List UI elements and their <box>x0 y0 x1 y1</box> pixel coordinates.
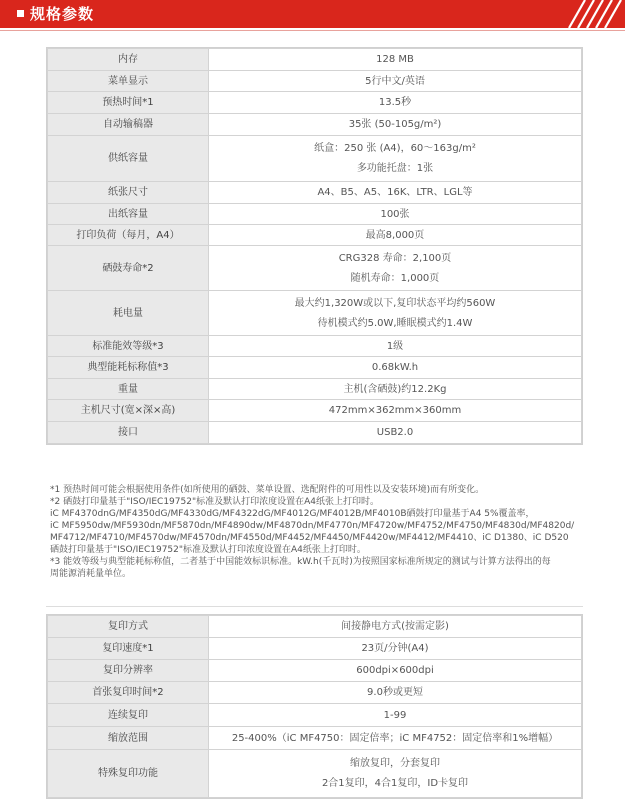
diagonal-stripes-decoration <box>555 0 625 28</box>
spec-value-line: 缩放复印，分套复印 <box>350 758 440 769</box>
spec-value-line: A4、B5、A5、16K、LTR、LGL等 <box>317 187 473 198</box>
spec-value <box>209 246 582 291</box>
spec-label: 耗电量 <box>48 291 209 336</box>
footnote-line: iC MF4370dnG/MF4350dG/MF4330dG/MF4322dG/MF4012G/MF4012B/MF4010B硒鼓打印量基于A4 5%覆盖率， <box>50 509 535 519</box>
spec-label: 内存 <box>48 49 209 71</box>
spec-value-line: USB2.0 <box>376 427 414 438</box>
spec-row <box>48 182 582 204</box>
spec-value <box>209 422 582 444</box>
spec-value <box>209 225 582 246</box>
spec-value <box>209 182 582 204</box>
spec-row <box>48 704 582 727</box>
header-divider <box>0 30 625 31</box>
spec-label: 纸张尺寸 <box>48 182 209 204</box>
spec-value-line: 随机寿命：1,000页 <box>350 272 440 284</box>
spec-value-line: 最高8,000页 <box>365 229 425 241</box>
footnote-line: 硒鼓打印量基于"ISO/IEC19752"标准及默认打印浓度设置在A4纸张上打印时。 <box>50 545 366 555</box>
spec-row <box>48 49 582 71</box>
spec-label: 复印方式 <box>48 616 209 638</box>
spec-label: 菜单显示 <box>48 71 209 92</box>
spec-value-line: 1级 <box>386 340 404 352</box>
spec-value <box>209 616 582 638</box>
spec-value-line: 最大约1,320W或以下,复印状态平均约560W <box>294 297 496 309</box>
spec-value-line: 9.0秒或更短 <box>367 687 423 698</box>
spec-value-line: 间接静电方式(按需定影) <box>341 621 449 632</box>
spec-row <box>48 92 582 114</box>
spec-value <box>209 92 582 114</box>
footnote-line: iC MF5950dw/MF5930dn/MF5870dn/MF4890dw/MF4870dn/MF4770n/MF4720w/MF4752/MF4750/MF4830d/MF4820d/ <box>50 521 575 531</box>
spec-value-line: 472mm×362mm×360mm <box>328 405 462 416</box>
spec-value-line: 2合1复印，4合1复印，ID卡复印 <box>321 778 469 789</box>
spec-value <box>209 704 582 727</box>
section-title: 规格参数 <box>30 5 95 23</box>
spec-value <box>209 400 582 422</box>
spec-value-line: 13.5秒 <box>378 97 412 108</box>
spec-value-line: 128 MB <box>376 54 414 65</box>
footnote-line: MF4712/MF4710/MF4570dw/MF4570dn/MF4550d/MF4452/MF4450/MF4420w/MF4412/MF4410、iC D1380、iC D520 <box>50 533 569 543</box>
spec-label: 重量 <box>48 379 209 400</box>
spec-value-line: 0.68kW.h <box>371 362 419 373</box>
spec-value-line: 25-400%（iC MF4750：固定倍率；iC MF4752：固定倍率和1%增幅） <box>231 732 559 744</box>
spec-value <box>209 750 582 798</box>
spec-row <box>48 682 582 704</box>
footnote-line: *3 能效等级与典型能耗标称值，二者基于中国能效标识标准。kW.h(千瓦时)为按照国家标准所规定的测试与计算方法得出的每 <box>50 557 551 567</box>
bullet-square-icon <box>17 10 24 17</box>
spec-label: 供纸容量 <box>48 136 209 182</box>
spec-value <box>209 682 582 704</box>
spec-value <box>209 727 582 750</box>
spec-row <box>48 114 582 136</box>
spec-row <box>48 336 582 357</box>
spec-value-line: 待机模式约5.0W,睡眠模式约1.4W <box>317 317 473 329</box>
spec-value <box>209 49 582 71</box>
footnote-line: *1 预热时间可能会根据使用条件(如所使用的硒鼓、菜单设置、选配附件的可用性以及安装环境)而有所变化。 <box>50 485 485 495</box>
spec-row <box>48 204 582 225</box>
spec-row <box>48 616 582 638</box>
spec-label: 预热时间*1 <box>48 92 209 114</box>
spec-row <box>48 357 582 379</box>
spec-row <box>48 379 582 400</box>
spec-value <box>209 660 582 682</box>
spec-row <box>48 638 582 660</box>
spec-table-1 <box>47 48 582 444</box>
spec-value-line: CRG328 寿命：2,100页 <box>338 252 452 264</box>
spec-label: 复印分辨率 <box>48 660 209 682</box>
spec-table-2 <box>47 615 582 798</box>
spec-label: 硒鼓寿命*2 <box>48 246 209 291</box>
spec-label: 连续复印 <box>48 704 209 727</box>
spec-value <box>209 136 582 182</box>
spec-row <box>48 400 582 422</box>
spec-value-line: 600dpi×600dpi <box>356 665 434 676</box>
spec-value <box>209 114 582 136</box>
spec-value <box>209 291 582 336</box>
spec-value-line: 纸盒：250 张 (A4)，60～163g/m² <box>314 143 476 154</box>
spec-label: 出纸容量 <box>48 204 209 225</box>
spec-row <box>48 727 582 750</box>
spec-label: 打印负荷（每月，A4） <box>48 225 209 246</box>
spec-row <box>48 225 582 246</box>
spec-label: 特殊复印功能 <box>48 750 209 798</box>
spec-row <box>48 136 582 182</box>
spec-row <box>48 422 582 444</box>
spec-label: 首张复印时间*2 <box>48 682 209 704</box>
spec-label: 缩放范围 <box>48 727 209 750</box>
spec-row <box>48 750 582 798</box>
spec-value-line: 35张 (50-105g/m²) <box>348 119 442 130</box>
spec-panel-2 <box>46 614 583 799</box>
spec-label: 主机尺寸(宽×深×高) <box>48 400 209 422</box>
spec-label: 接口 <box>48 422 209 444</box>
spec-panel-1 <box>46 47 583 445</box>
footnotes <box>50 484 580 580</box>
spec-value-line: 1-99 <box>383 709 407 721</box>
spec-label: 自动输稿器 <box>48 114 209 136</box>
spec-row <box>48 71 582 92</box>
spec-value <box>209 357 582 379</box>
footnote-line: *2 硒鼓打印量基于"ISO/IEC19752"标准及默认打印浓度设置在A4纸张上打印时。 <box>50 497 379 507</box>
spec-value-line: 主机(含硒鼓)约12.2Kg <box>343 383 447 395</box>
spec-value <box>209 71 582 92</box>
spec-label: 典型能耗标称值*3 <box>48 357 209 379</box>
spec-value-line: 23页/分钟(A4) <box>361 643 429 654</box>
spec-value <box>209 336 582 357</box>
spec-row <box>48 660 582 682</box>
section-divider <box>46 606 583 607</box>
spec-value <box>209 204 582 225</box>
spec-label: 复印速度*1 <box>48 638 209 660</box>
spec-row <box>48 291 582 336</box>
spec-value-line: 100张 <box>380 208 410 220</box>
spec-label: 标准能效等级*3 <box>48 336 209 357</box>
spec-row <box>48 246 582 291</box>
spec-value-line: 多功能托盘：1张 <box>356 163 434 174</box>
spec-value <box>209 379 582 400</box>
footnote-line: 周能源消耗量单位。 <box>50 569 132 579</box>
spec-value <box>209 638 582 660</box>
section-header <box>0 0 625 28</box>
spec-value-line: 5行中文/英语 <box>365 75 425 87</box>
